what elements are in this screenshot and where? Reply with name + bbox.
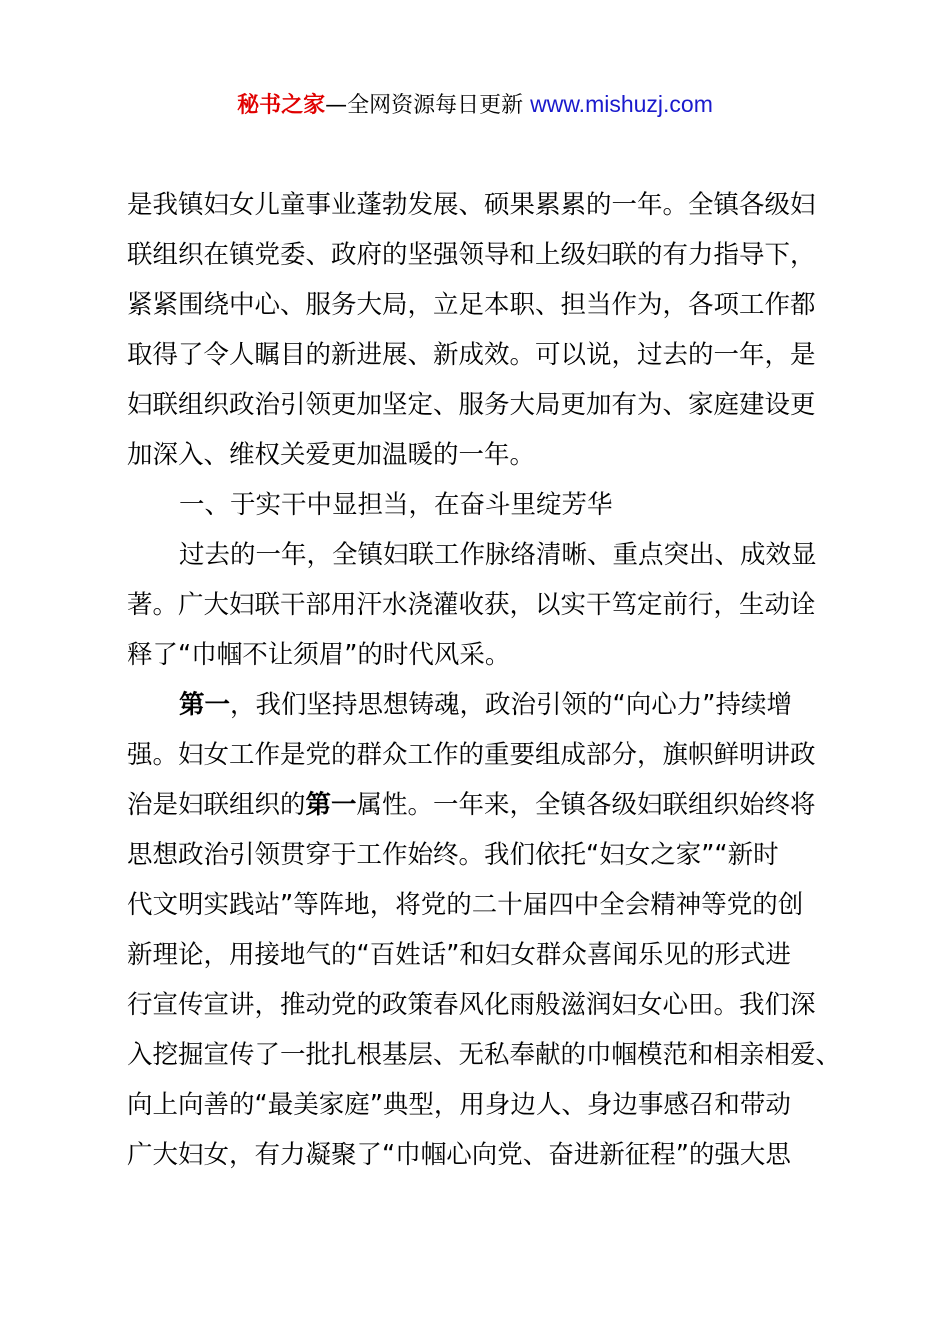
document-body <box>127 180 842 1180</box>
text-line: 紧紧围绕中心、服务大局，立足本职、担当作为，各项工作都 <box>127 290 816 320</box>
text-line: 行宣传宣讲，推动党的政策春风化雨般滋润妇女心田。我们深 <box>127 990 816 1020</box>
text-line: 代文明实践站”等阵地，将党的二十届四中全会精神等党的创 <box>127 890 804 920</box>
text-line: 加深入、维权关爱更加温暖的一年。 <box>127 440 536 470</box>
text-line: 思想政治引领贯穿于工作始终。我们依托“妇女之家”“新时 <box>127 840 779 870</box>
emphasis-first: 第一 <box>179 690 231 720</box>
text-line: 过去的一年，全镇妇联工作脉络清晰、重点突出、成效显 <box>179 540 817 570</box>
text-line <box>127 680 837 730</box>
text-span: 属性。一年来，全镇各级妇联组织始终将 <box>356 790 816 820</box>
text-line: 释了“巾帼不让须眉”的时代风采。 <box>127 640 511 670</box>
text-span: ，我们坚持思想铸魂，政治引领的“向心力”持续增 <box>230 690 792 720</box>
site-url-link[interactable]: www.mishuzj.com <box>530 91 713 117</box>
text-line: 广大妇女，有力凝聚了“巾帼心向党、奋进新征程”的强大思 <box>127 1140 791 1170</box>
header-tagline: —全网资源每日更新 <box>325 93 531 118</box>
brand-name: 秘书之家 <box>237 93 326 118</box>
text-line: 取得了令人瞩目的新进展、新成效。可以说，过去的一年，是 <box>127 340 816 370</box>
section-heading: 一、于实干中显担当，在奋斗里绽芳华 <box>179 490 613 520</box>
site-header <box>0 88 950 122</box>
text-line <box>127 780 837 830</box>
text-line: 新理论，用接地气的“百姓话”和妇女群众喜闻乐见的形式进 <box>127 940 791 970</box>
text-line: 是我镇妇女儿童事业蓬勃发展、硕果累累的一年。全镇各级妇 <box>127 190 816 220</box>
emphasis-first: 第一 <box>305 790 357 820</box>
text-line: 强。妇女工作是党的群众工作的重要组成部分，旗帜鲜明讲政 <box>127 740 816 770</box>
text-line: 入挖掘宣传了一批扎根基层、无私奉献的巾帼模范和相亲相爱、 <box>127 1040 842 1070</box>
text-line: 妇联组织政治引领更加坚定、服务大局更加有为、家庭建设更 <box>127 390 816 420</box>
text-span: 治是妇联组织的 <box>127 790 306 820</box>
text-line: 联组织在镇党委、政府的坚强领导和上级妇联的有力指导下， <box>127 240 816 270</box>
text-line: 著。广大妇联干部用汗水浇灌收获，以实干笃定前行，生动诠 <box>127 590 816 620</box>
text-line: 向上向善的“最美家庭”典型，用身边人、身边事感召和带动 <box>127 1090 791 1120</box>
